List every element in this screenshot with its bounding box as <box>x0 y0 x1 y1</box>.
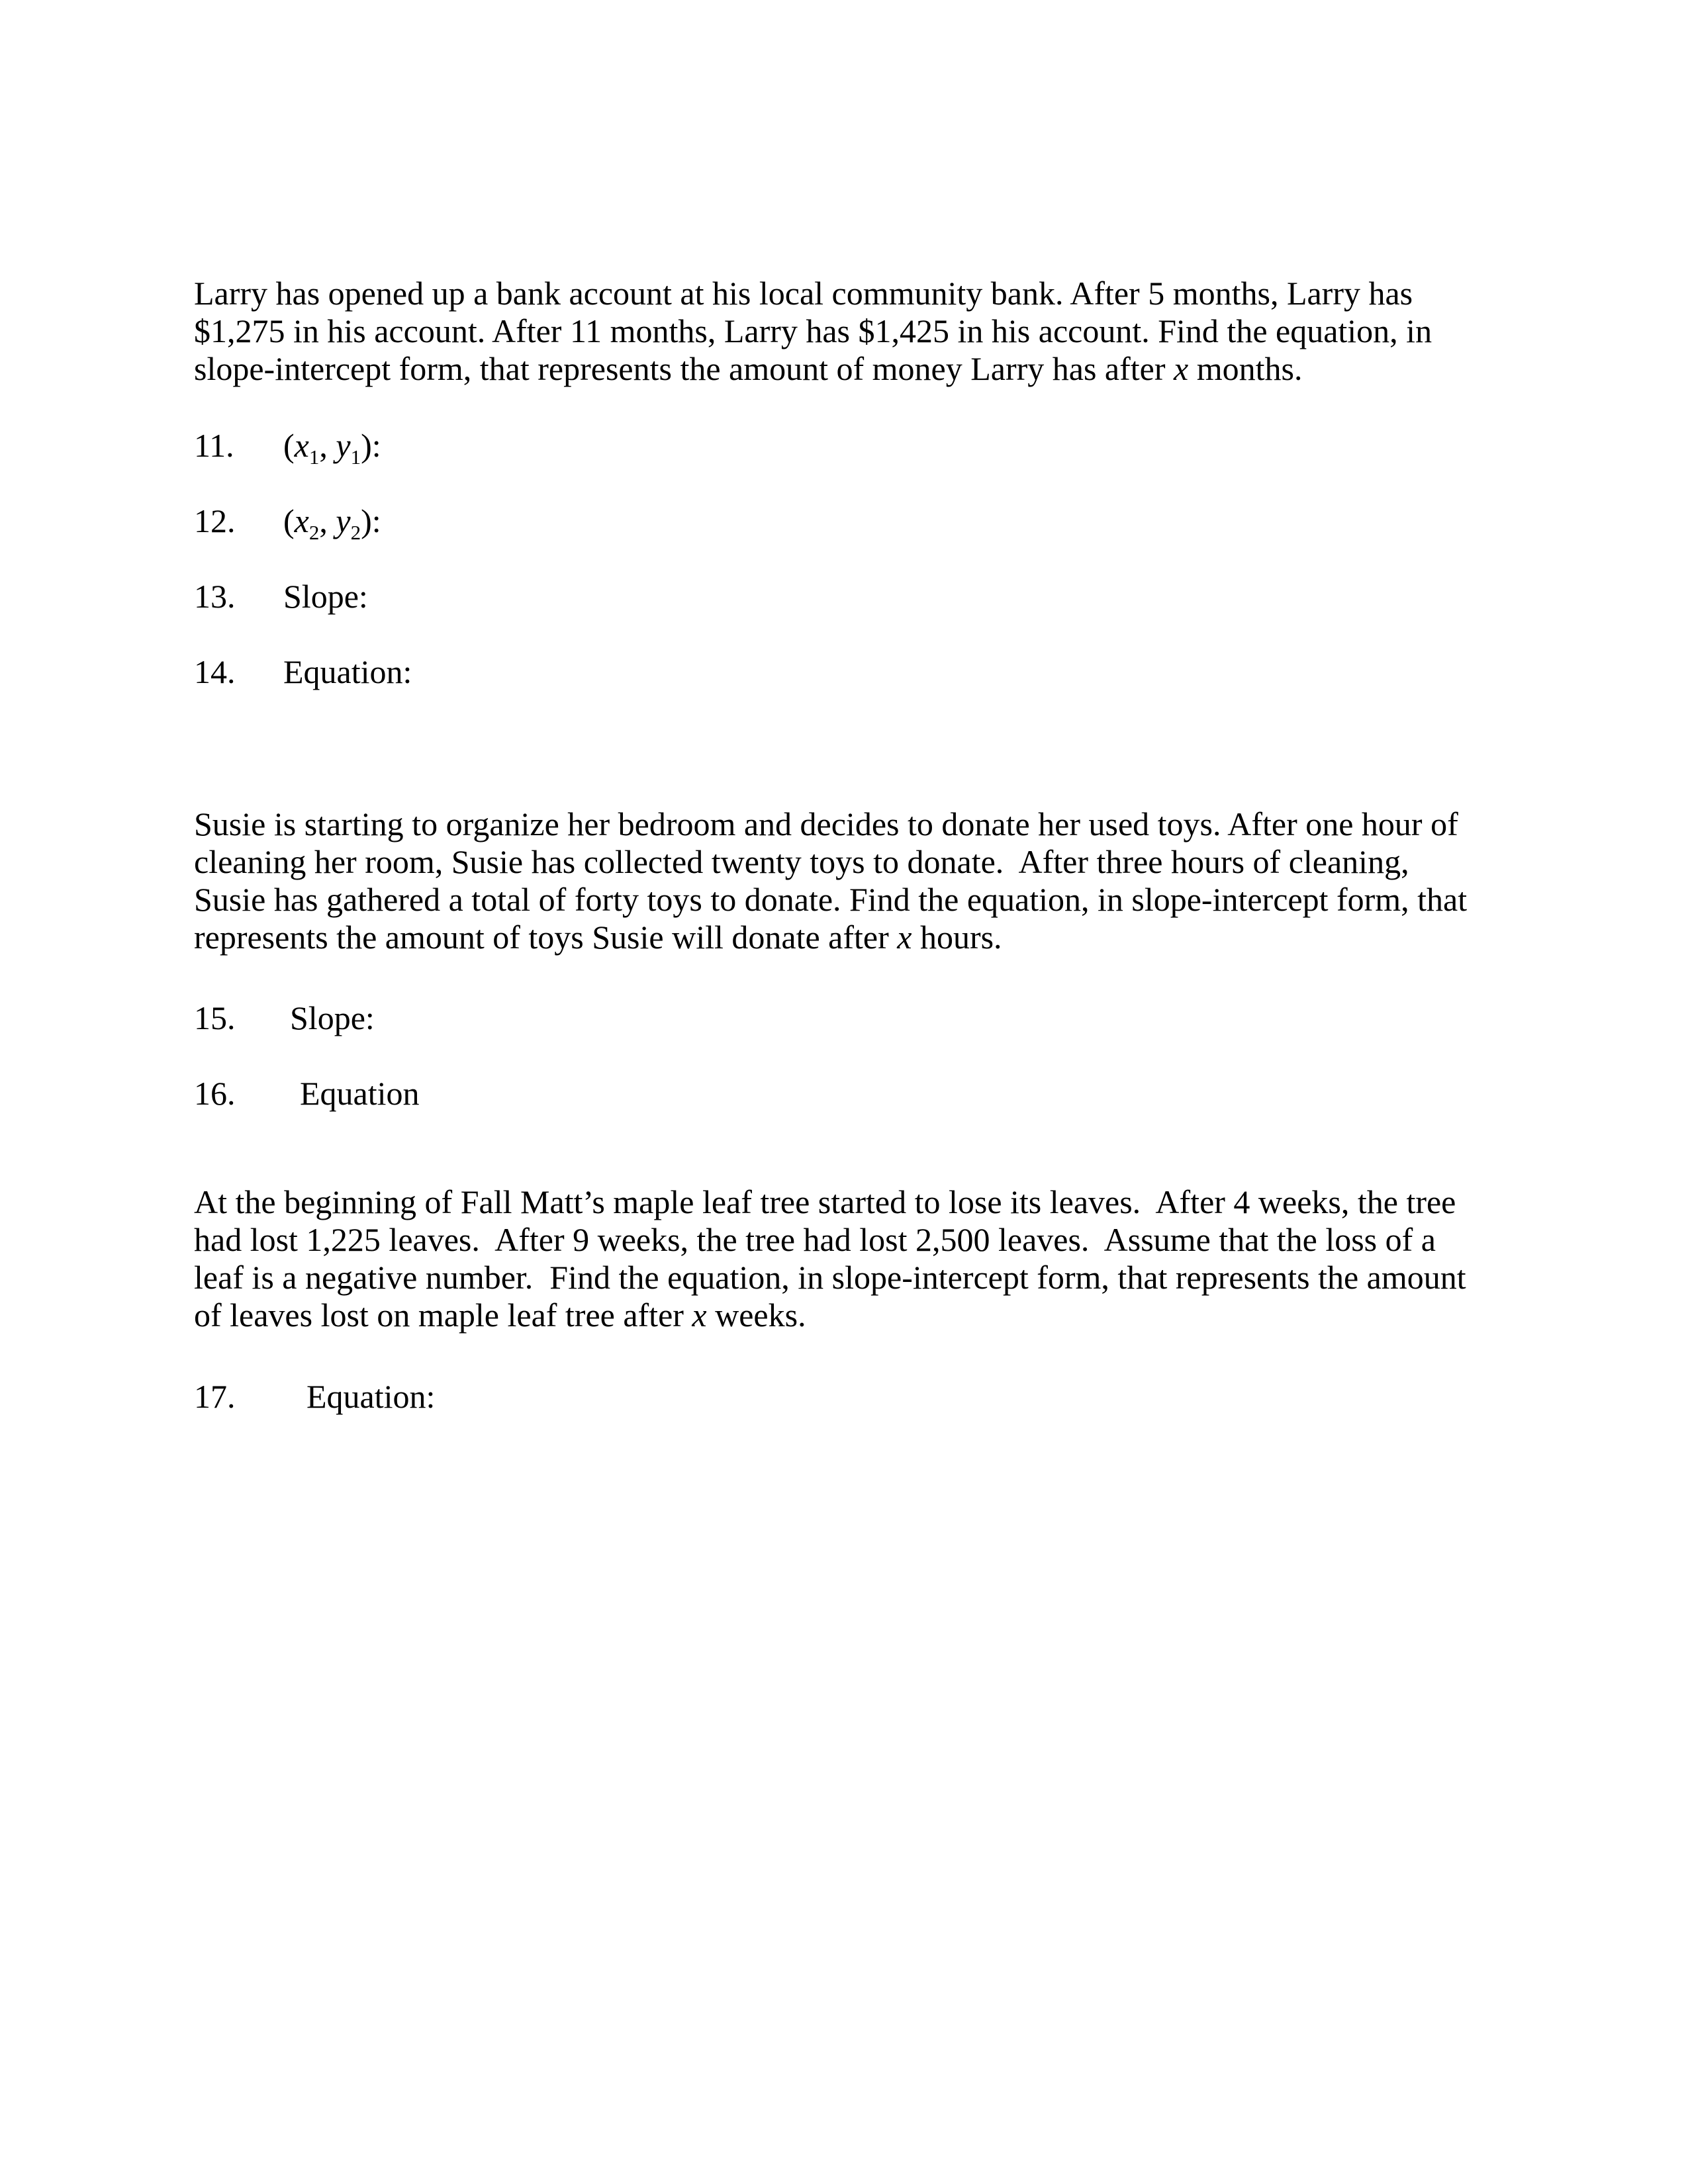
text-run: x <box>897 919 912 956</box>
text-line <box>194 312 1515 350</box>
question-16-label <box>300 1075 420 1113</box>
text-line <box>194 881 1515 919</box>
question-17-number: 17. <box>194 1378 236 1415</box>
text-line <box>194 805 1515 843</box>
text-run: weeks. <box>706 1297 806 1334</box>
text-run: hours. <box>912 919 1002 956</box>
text-run: Slope: <box>290 999 375 1036</box>
question-16 <box>194 1075 1515 1113</box>
question-13-number: 13. <box>194 578 236 615</box>
text-line <box>194 1297 1515 1334</box>
problem-statement-2 <box>194 805 1515 956</box>
text-run: ): <box>361 502 381 539</box>
question-17-label <box>306 1378 435 1416</box>
text-run: had lost 1,225 leaves. After 9 weeks, the tree had lost 2,500 leaves. Assume that the loss of a <box>194 1221 1436 1258</box>
question-12 <box>194 502 1515 544</box>
text-run: Susie is starting to organize her bedroom and decides to donate her used toys. After one hour of <box>194 805 1458 842</box>
text-run: , <box>319 502 336 539</box>
text-line <box>194 843 1515 881</box>
question-14-label <box>283 653 412 691</box>
question-14 <box>194 653 1515 691</box>
text-run: 2 <box>308 521 320 544</box>
text-run: Equation <box>300 1075 420 1112</box>
text-run: Equation: <box>283 653 412 690</box>
question-17 <box>194 1378 1515 1416</box>
text-run: x <box>692 1297 707 1334</box>
question-15 <box>194 999 1515 1037</box>
worksheet-content <box>194 275 1515 1416</box>
text-run: Susie has gathered a total of forty toys to donate. Find the equation, in slope-intercept form, that <box>194 881 1468 918</box>
text-line <box>194 275 1515 312</box>
question-12-number: 12. <box>194 502 236 539</box>
question-13-label <box>283 578 368 615</box>
problem-statement-1 <box>194 275 1515 388</box>
question-15-number: 15. <box>194 999 236 1036</box>
text-run: leaf is a negative number. Find the equation, in slope-intercept form, that represents the amount <box>194 1259 1466 1296</box>
text-run: , <box>319 427 336 464</box>
text-run: ( <box>283 427 295 464</box>
text-run: 1 <box>350 445 361 469</box>
text-run: 2 <box>350 521 361 544</box>
text-run: y <box>336 502 351 539</box>
text-run: of leaves lost on maple leaf tree after <box>194 1297 692 1334</box>
question-16-number: 16. <box>194 1075 236 1112</box>
question-14-number: 14. <box>194 653 236 690</box>
text-run: y <box>336 427 351 464</box>
text-run: x <box>1174 350 1189 387</box>
text-run: slope-intercept form, that represents the amount of money Larry has after <box>194 350 1174 387</box>
text-line <box>194 919 1515 956</box>
question-12-label <box>283 502 381 544</box>
text-run: Equation: <box>306 1378 436 1415</box>
question-11-label <box>283 427 381 469</box>
question-13 <box>194 578 1515 615</box>
text-run: At the beginning of Fall Matt’s maple leaf tree started to lose its leaves. After 4 weeks, the tree <box>194 1183 1456 1220</box>
text-line <box>194 1221 1515 1259</box>
question-11-number: 11. <box>194 427 234 464</box>
problem-statement-3 <box>194 1183 1515 1334</box>
text-run: ): <box>361 427 381 464</box>
question-11 <box>194 427 1515 469</box>
text-run: Larry has opened up a bank account at his local community bank. After 5 months, Larry has <box>194 275 1413 312</box>
text-line <box>194 1259 1515 1297</box>
text-run: ( <box>283 502 295 539</box>
question-15-label <box>290 999 375 1037</box>
text-run: $1,275 in his account. After 11 months, Larry has $1,425 in his account. Find the equation, in <box>194 312 1432 349</box>
text-run: cleaning her room, Susie has collected twenty toys to donate. After three hours of cleaning, <box>194 843 1409 880</box>
text-run: months. <box>1188 350 1303 387</box>
text-run: x <box>294 427 309 464</box>
text-run: 1 <box>308 445 320 469</box>
text-line <box>194 350 1515 388</box>
text-line <box>194 1183 1515 1221</box>
text-run: Slope: <box>283 578 368 615</box>
text-run: represents the amount of toys Susie will donate after <box>194 919 898 956</box>
text-run: x <box>294 502 309 539</box>
